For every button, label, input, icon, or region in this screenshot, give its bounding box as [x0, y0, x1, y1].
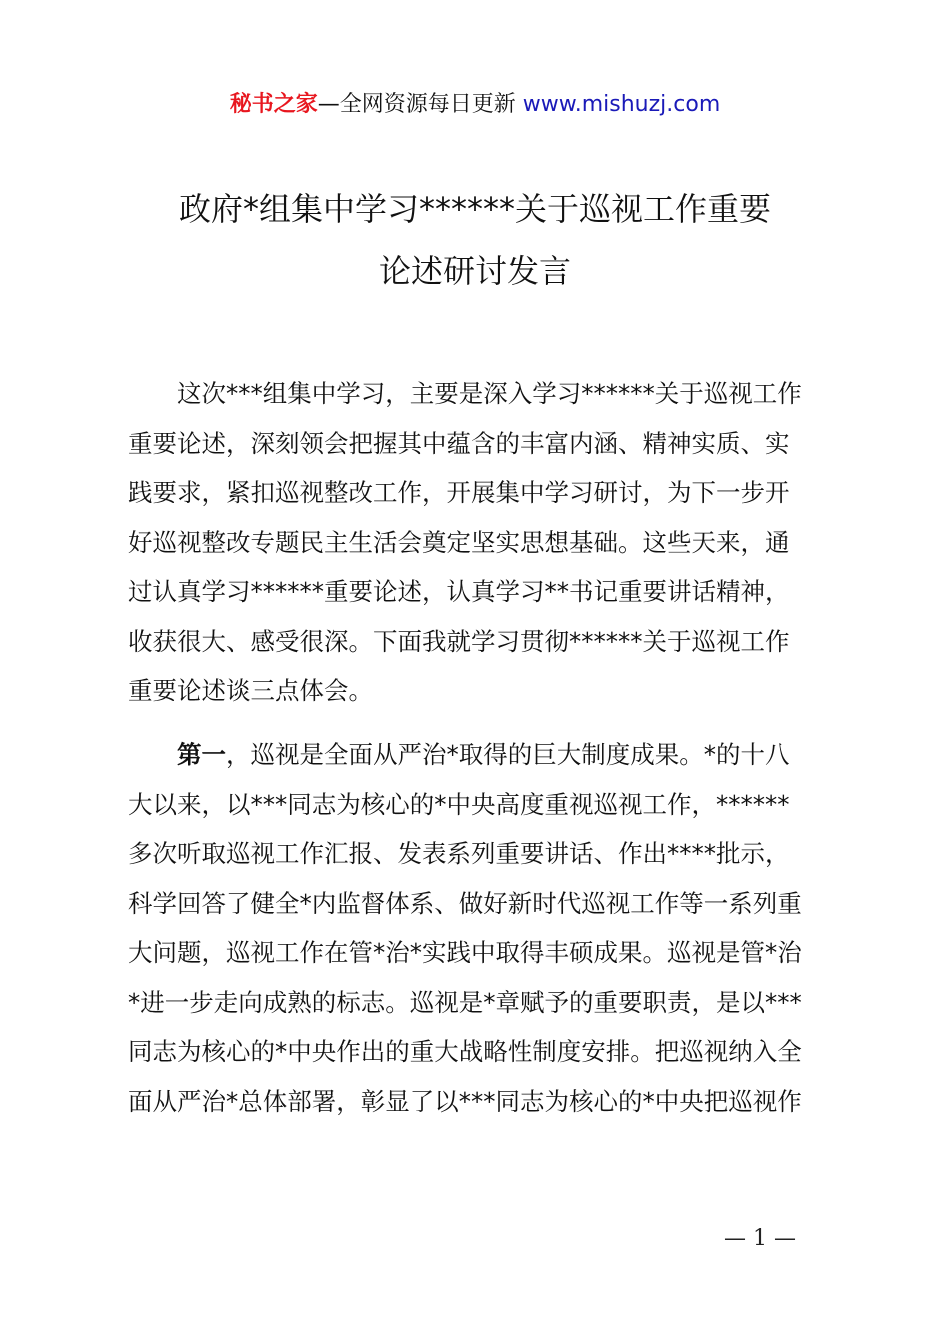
site-tagline: —全网资源每日更新 [317, 92, 523, 117]
paragraph-line: 重要论述，深刻领会把握其中蕴含的丰富内涵、精神实质、实 [128, 428, 790, 458]
paragraph-lead: 第一 [177, 740, 226, 769]
page-number: — 1 — [724, 1226, 796, 1251]
paragraph-line: 大问题，巡视工作在管*治*实践中取得丰硕成果。巡视是管*治 [128, 938, 802, 967]
paragraph-line: 好巡视整改专题民主生活会奠定坚实思想基础。这些天来，通 [128, 527, 790, 557]
paragraph-line: 收获很大、感受很深。下面我就学习贯彻******关于巡视工作 [128, 626, 790, 656]
site-header [0, 88, 950, 122]
site-url[interactable]: www.mishuzj.com [522, 92, 721, 117]
paragraph-line: 大以来，以***同志为核心的*中央高度重视巡视工作，****** [128, 789, 790, 819]
paragraph-line: 这次***组集中学习，主要是深入学习******关于巡视工作 [177, 379, 802, 408]
document-title [60, 178, 890, 302]
paragraph-line: 过认真学习******重要论述，认真学习**书记重要讲话精神， [128, 577, 790, 606]
paragraph-line: 重要论述谈三点体会。 [128, 676, 373, 705]
title-line: 政府*组集中学习******关于巡视工作重要 [178, 190, 771, 228]
paragraph-line-text: ，巡视是全面从严治*取得的巨大制度成果。*的十八 [226, 740, 790, 769]
paragraph-line: 面从严治*总体部署，彰显了以***同志为核心的*中央把巡视作 [128, 1086, 802, 1116]
paragraph-line: *进一步走向成熟的标志。巡视是*章赋予的重要职责，是以*** [128, 987, 802, 1017]
paragraph-line: 践要求，紧扣巡视整改工作，开展集中学习研讨，为下一步开 [128, 478, 790, 507]
site-brand: 秘书之家 [229, 92, 318, 117]
paragraph-line: 科学回答了健全*内监督体系、做好新时代巡视工作等一系列重 [128, 888, 802, 918]
paragraph-first-point [128, 730, 834, 1126]
paragraph-line: 同志为核心的*中央作出的重大战略性制度安排。把巡视纳入全 [128, 1037, 802, 1066]
paragraph-intro [128, 369, 834, 716]
paragraph-line: 多次听取巡视工作汇报、发表系列重要讲话、作出****批示， [128, 839, 790, 868]
title-line: 论述研讨发言 [378, 252, 571, 290]
paragraph-line [128, 730, 834, 780]
